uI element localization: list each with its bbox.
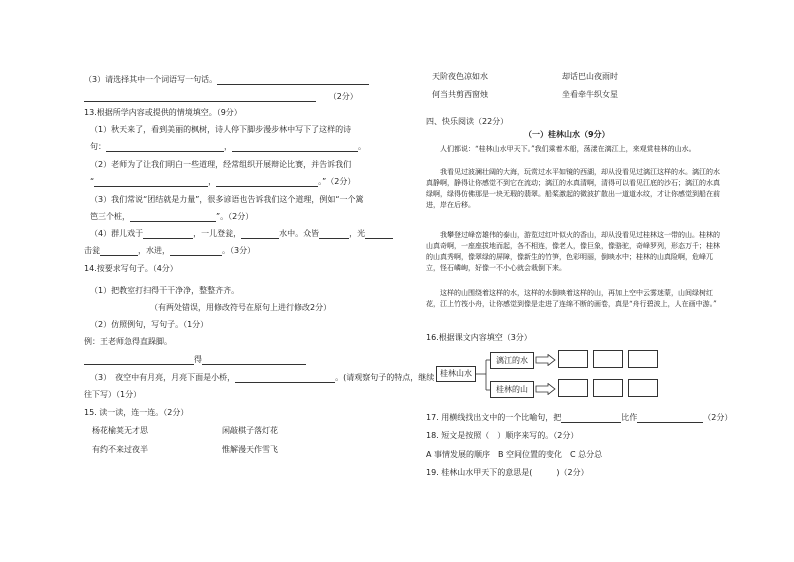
- q13-4-seg4: ，光: [349, 229, 366, 238]
- poem-left-2[interactable]: 何当共剪西窗烛: [432, 90, 488, 99]
- q14-2-example: 例：王老师急得直跺脚。: [84, 337, 172, 346]
- q13-4-seg7: 。（3分）: [222, 246, 256, 255]
- q13-1-label: 句：: [90, 142, 106, 151]
- diagram-branch-2-box: [490, 381, 534, 398]
- q17-text-1: 17. 用横线找出文中的一个比喻句，把: [426, 413, 562, 422]
- q15-right-1[interactable]: 闲敲棋子落灯花: [222, 426, 278, 435]
- q13-4-seg1: （4）群儿戏于: [90, 229, 144, 238]
- question-18: 18. 短文是按照（ ）顺序来写的。（2分）: [426, 431, 579, 440]
- passage-para-2: 我看见过波澜壮阔的大海，玩赏过水平如镜的西湖，却从没看见过漓江这样的水。漓江的水真静啊，静得让你感觉不到它在流动；漓江的水真清啊，清得可以看见江底的沙石；漓江的水真绿啊，绿得仿佛那是一块无瑕的翡翠。船桨激起的微波扩散出一道道水纹，才让你感觉到船在前进，岸在后移。: [426, 168, 720, 209]
- q13-3-line1: （3）我们常说“团结就是力量”，很多谚语也告诉我们这个道理，例如“一个篱: [90, 195, 364, 204]
- q18-options[interactable]: A 事情发展的顺序 B 空间位置的变化 C 总分总: [426, 450, 603, 459]
- diagram-branch-1-box: [490, 352, 534, 369]
- diagram-answer-box-3[interactable]: [628, 350, 658, 368]
- poem-left-1[interactable]: 天阶夜色凉如水: [432, 72, 488, 81]
- q13-2-end: 。”（2分）: [318, 177, 356, 186]
- q13-3-end: ”。（2分）: [216, 212, 254, 221]
- question-13-title: 13.根据所学内容或提供的情境填空。（9分）: [84, 108, 242, 117]
- diagram-root-label: 桂林山水: [440, 369, 472, 378]
- question-16-title: 16.根据课文内容填空（3分）: [426, 333, 532, 342]
- q15-left-1[interactable]: 杨花榆荚无才思: [92, 426, 148, 435]
- passage-title: （一）桂林山水（9分）: [524, 130, 610, 139]
- diagram-answer-box-5[interactable]: [593, 379, 623, 397]
- q13-1-line1: （1）秋天来了，看到美丽的枫树，诗人停下脚步漫步林中写下了这样的诗: [90, 125, 352, 134]
- q14-3-text: （3） 夜空中有月亮，月亮下面是小桥，: [90, 373, 236, 382]
- q13-4-seg3: 水中。众皆: [279, 229, 320, 238]
- q14-1-sentence: （1）把教室打扫得干干净净，整整齐齐。: [90, 286, 240, 295]
- q13-4-seg2: ，一儿登瓮，: [193, 229, 242, 238]
- q12-3-score: （2分）: [328, 92, 358, 101]
- passage-para-4: 这样的山围绕着这样的水，这样的水倒映着这样的山，再加上空中云雾迷蒙，山间绿树红花，江上竹筏小舟，让你感觉到像是走进了连绵不断的画卷，真是“舟行碧波上，人在画中游。”: [426, 289, 717, 308]
- poem-right-1[interactable]: 却话巴山夜雨时: [562, 72, 618, 81]
- q12-3-text: （3）请选择其中一个词语写一句话。: [84, 75, 218, 84]
- q14-1-note: （有两处错误，用修改符号在原句上进行修改2分）: [150, 303, 332, 312]
- q15-right-2[interactable]: 惟解漫天作雪飞: [222, 445, 278, 454]
- q17-score: （2分）: [703, 413, 733, 422]
- question-17: [426, 413, 732, 423]
- diagram-branch-2-label: 桂林的山: [496, 385, 528, 394]
- q13-4-seg5: 击瓮: [84, 246, 100, 255]
- diagram-answer-box-6[interactable]: [628, 379, 658, 397]
- section-4-title: 四、快乐阅读（22分）: [426, 117, 509, 126]
- q17-text-2: 比作: [621, 413, 638, 422]
- question-19: 19. 桂林山水甲天下的意思是( )（2分）: [426, 468, 589, 477]
- q13-3-start: 笆三个桩，: [90, 212, 130, 221]
- diagram-branch-1-label: 漓江的水: [496, 356, 528, 365]
- diagram-answer-box-1[interactable]: [558, 350, 588, 368]
- passage-para-1: 人们都说：“桂林山水甲天下。”我们乘着木船，荡漾在漓江上，来观赏桂林的山水。: [440, 145, 696, 153]
- q13-2-quote-open: “: [90, 177, 95, 186]
- q17-blank-2[interactable]: [637, 414, 703, 423]
- q15-left-2[interactable]: 有约不来过夜半: [92, 445, 148, 454]
- q13-1-comma: ，: [224, 142, 232, 151]
- q17-blank-1[interactable]: [561, 414, 621, 423]
- q14-3-hint: 。(请观察句子的特点，继续: [335, 373, 435, 382]
- q14-2-de: 得: [194, 355, 202, 364]
- q13-2-line1: （2）老师为了让我们明白一些道理，经常组织开展辩论比赛，并告诉我们: [90, 160, 352, 169]
- q14-2-title: （2）仿照例句，写句子。（1分）: [90, 320, 209, 329]
- question-14-title: 14.按要求写句子。（4分）: [84, 264, 178, 273]
- diagram-root-box: [436, 366, 476, 382]
- q14-3-line2: 往下写）（1分）: [84, 390, 142, 399]
- question-15-title: 15. 读一读，连一连。（2分）: [84, 408, 189, 417]
- diagram-answer-box-2[interactable]: [593, 350, 623, 368]
- poem-right-2[interactable]: 坐看牵牛织女星: [562, 90, 618, 99]
- diagram-answer-box-4[interactable]: [558, 379, 588, 397]
- arrow-right-icon: [535, 383, 557, 395]
- arrow-right-icon: [535, 354, 557, 366]
- q13-2-comma: ，: [208, 177, 217, 186]
- q13-1-period: 。: [358, 142, 366, 151]
- passage-para-3: 我攀登过峰峦雄伟的泰山，游览过红叶似火的香山，却从没看见过桂林这一带的山。桂林的山真奇啊，一座座拔地而起，各不相连，像老人，像巨象，像骆驼，奇峰罗列，形态万千；桂林的山真秀啊，像翠绿的屏障，像新生的竹笋，色彩明丽，倒映水中；桂林的山真险啊，危峰兀立，怪石嶙峋，好像一不小心就会栽倒下来。: [426, 231, 720, 272]
- q13-4-seg6: ，水进，: [138, 246, 170, 255]
